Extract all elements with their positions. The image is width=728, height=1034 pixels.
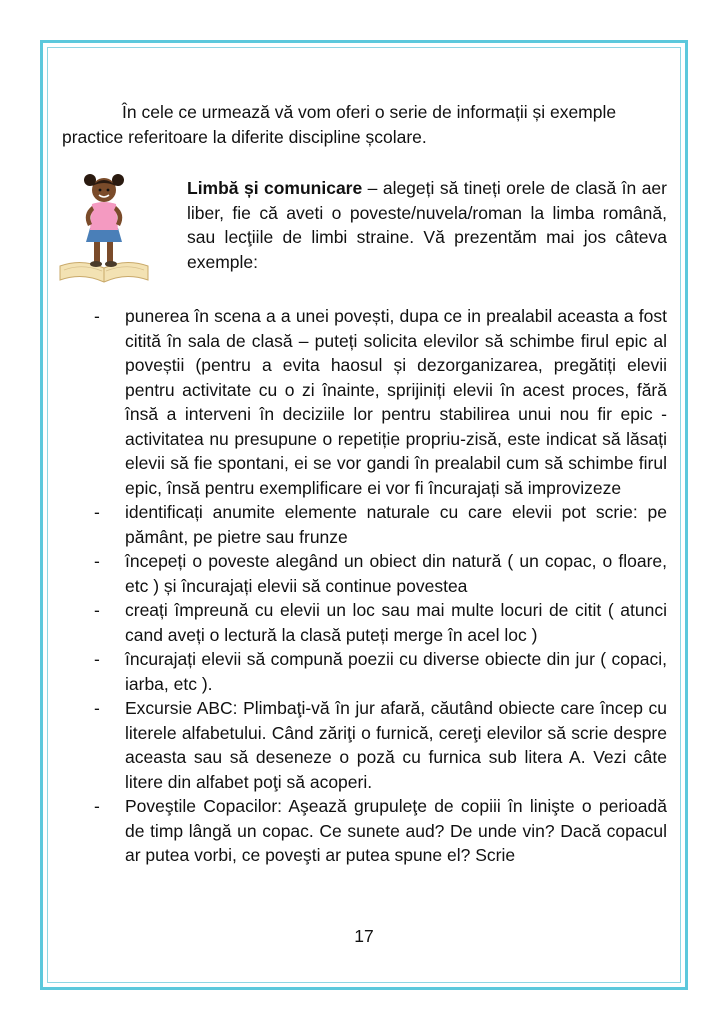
list-item xyxy=(62,549,667,598)
list-item xyxy=(62,647,667,696)
list-item-text: începeți o poveste alegând un obiect din natură ( un copac, o floare, etc ) și încurajați elevii să continue povestea xyxy=(125,551,667,596)
list-dash: - xyxy=(94,698,100,718)
list-item xyxy=(62,794,667,868)
section-text: – alegeți să tineți orele de clasă în aer liber, fie că aveti o poveste/nuvela/roman la limba română, sau lecţiile de limbi straine. Vă prezentăm mai jos câteva exemple: xyxy=(187,178,667,272)
examples-list xyxy=(62,304,667,868)
list-item xyxy=(62,500,667,549)
list-item-text: identificați anumite elemente naturale cu care elevii pot scrie: pe pământ, pe pietre sau frunze xyxy=(125,502,667,547)
list-dash: - xyxy=(94,649,100,669)
list-item-text: Excursie ABC: Plimbaţi-vă în jur afară, căutând obiecte care încep cu literele alfabetului. Când zăriţi o furnică, cereţi elevilor să scrie despre aceasta sau să deseneze o poză cu furnica sub litera A. Vezi câte litere din alfabet poţi să acoperi. xyxy=(125,698,667,792)
intro-paragraph xyxy=(62,100,667,149)
girl-on-book-illustration xyxy=(56,170,152,290)
list-item-text: punerea în scena a a unei povești, dupa ce in prealabil aceasta a fost citită în sala de clasă – puteți solicita elevilor să schimbe firul epic al poveștii (pentru a evita haosul și dezorganizarea, pregătiți elevii pentru activitate cu o zi înainte, sprijiniți elevii în acest proces, fără însă a interveni în deciziile lor pentru stabilirea unui nou fir epic - activitatea nu presupune o repetiție propriu-zisă, este indicat să lăsați elevii să fie spontani, ei se vor gandi în prealabil cum să schimbe firul epic, însă pentru exemplificare ei vor fi încurajați să improvizeze xyxy=(125,306,667,498)
list-dash: - xyxy=(94,796,100,816)
list-item xyxy=(62,598,667,647)
list-item xyxy=(62,304,667,500)
intro-line-1: În cele ce urmează vă vom oferi o serie de informații și exemple xyxy=(122,102,617,122)
list-dash: - xyxy=(94,502,100,522)
list-dash: - xyxy=(94,600,100,620)
list-dash: - xyxy=(94,306,100,326)
intro-line-2: practice referitoare la diferite discipline școlare. xyxy=(62,126,427,147)
list-item xyxy=(62,696,667,794)
list-item-text: încurajați elevii să compună poezii cu diverse obiecte din jur ( copaci, iarba, etc ). xyxy=(125,649,667,694)
list-item-text: Poveştile Copacilor: Aşează grupuleţe de copiii în linişte o perioadă de timp lângă un copac. Ce sunete aud? De unde vin? Dacă copacul ar putea vorbi, ce poveşti ar putea spune el? Scrie xyxy=(125,796,667,865)
page-number: 17 xyxy=(354,926,374,946)
section-heading: Limbă și comunicare xyxy=(187,178,363,198)
list-dash: - xyxy=(94,551,100,571)
section-limba-si-comunicare xyxy=(187,176,667,274)
list-item-text: creați împreună cu elevii un loc sau mai multe locuri de citit ( atunci cand aveți o lectură la clasă puteți merge în acel loc ) xyxy=(125,600,667,645)
